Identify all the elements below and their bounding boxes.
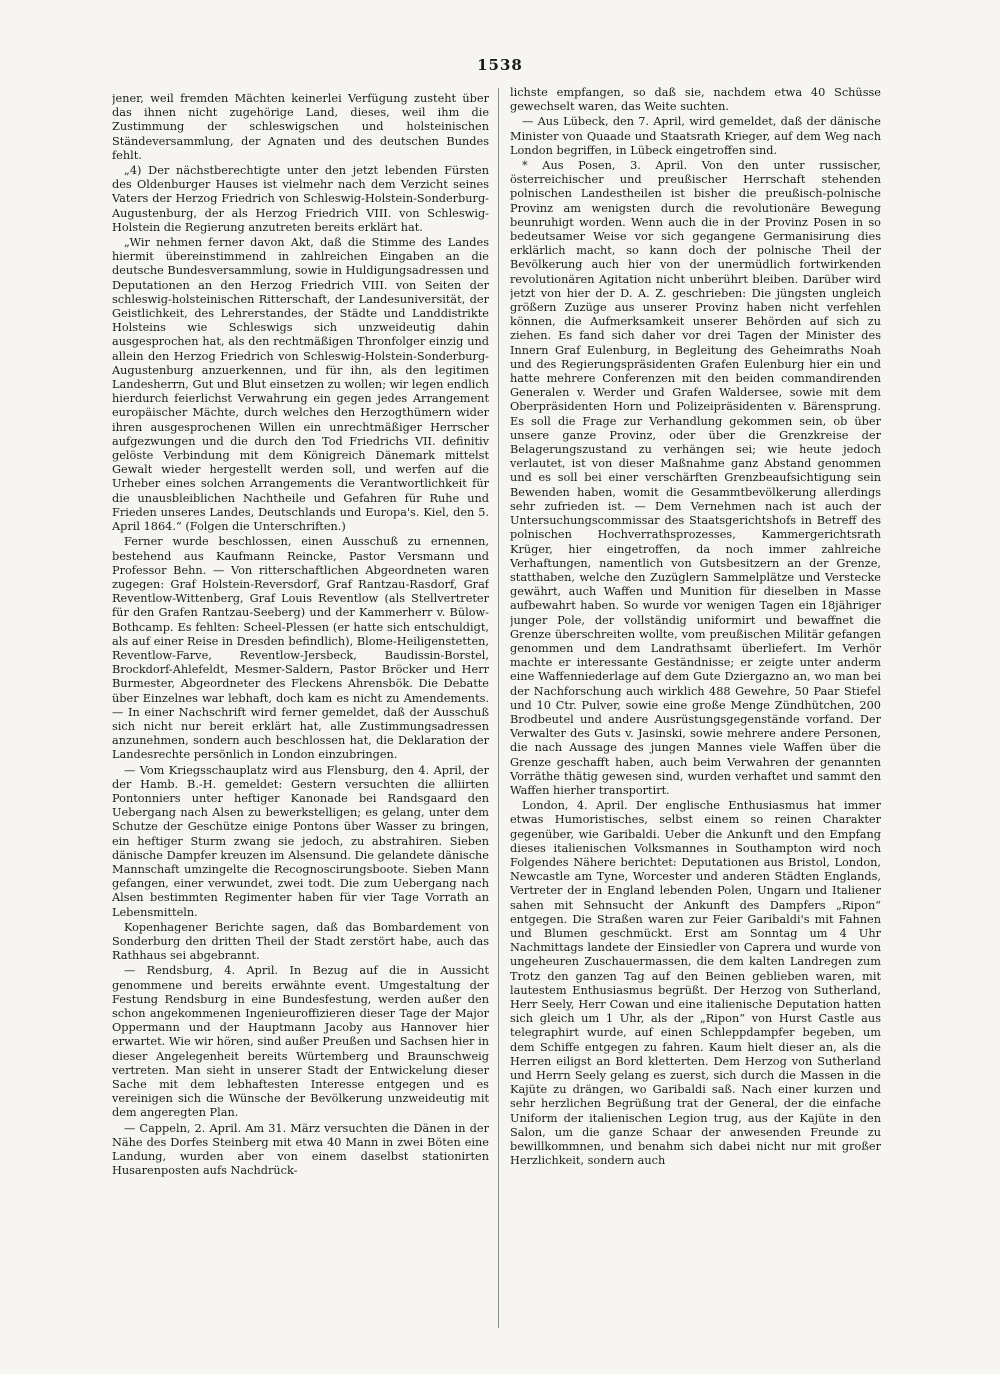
paragraph: Kopenhagener Berichte sagen, daß das Bombardement von Sonderburg den dritten Theil der Stadt zerstört habe, auch das Rathhaus sei abgebrannt.: [112, 920, 489, 963]
paragraph: — Aus Lübeck, den 7. April, wird gemeldet, daß der dänische Minister von Quaade und Staatsrath Krieger, auf dem Weg nach London begriffen, in Lübeck eingetroffen sind.: [510, 115, 881, 157]
paragraph: — Rendsburg, 4. April. In Bezug auf die in Aussicht genommene und bereits erwähnte event. Umgestaltung der Festung Rendsburg in eine Bundesfestung, werden außer den schon angekommenen Ingenieuroffizieren dieser Tage der Major Oppermann und der Hauptmann Jacoby aus Hannover hier erwartet. Wie wir hören, sind außer Preußen und Sachsen hier in dieser Angelegenheit bereits Würtemberg und Braunschweig vertreten. Man sieht in unserer Stadt der Entwickelung dieser Sache mit dem lebhaftesten Interesse entgegen und es vereinigen sich die Wünsche der Bevölkerung unzweideutig mit dem angeregten Plan.: [112, 964, 489, 1120]
paragraph: „4) Der nächstberechtigte unter den jetzt lebenden Fürsten des Oldenburger Hauses ist vielmehr nach dem Verzicht seines Vaters der Herzog Friedrich von Schleswig-Holstein-Sonderburg-Augustenburg, der als Herzog Friedrich VIII. von Schleswig-Holstein die Regierung anzutreten bereits erklärt hat.: [112, 164, 489, 234]
right-column: [510, 86, 881, 1332]
column-divider: [498, 88, 499, 1328]
paragraph: „Wir nehmen ferner davon Akt, daß die Stimme des Landes hiermit übereinstimmend in zahlreichen Eingaben an die deutsche Bundesversammlung, sowie in Huldigungsadressen und Deputationen an den Herzog Friedrich VIII. von Seiten der schleswig-holsteinischen Ritterschaft, der Landesuniversität, der Geistlichkeit, des Lehrerstandes, der Städte und Landdistrikte Holsteins wie Schleswigs sich unzweideutig dahin ausgesprochen hat, als den rechtmäßigen Thronfolger einzig und allein den Herzog Friedrich von Schleswig-Holstein-Sonderburg-Augustenburg anzuerkennen, und für ihn, als den legitimen Landesherrn, Gut und Blut einsetzen zu wollen; wir legen endlich hierdurch feierlichst Verwahrung ein gegen jedes Arrangement europäischer Mächte, durch welches den Herzogthümern wider ihren ausgesprochenen Willen ein unrechtmäßiger Herrscher aufgezwungen und die durch den Tod Friedrichs VII. definitiv gelöste Verbindung mit dem Königreich Dänemark mittelst Gewalt wieder hergestellt werden soll, und werfen auf die Urheber eines solchen Arrangements die Verantwortlichkeit für die unausbleiblichen Nachtheile und Gefahren für Ruhe und Frieden unseres Landes, Deutschlands und Europa's. Kiel, den 5. April 1864.“ (Folgen die Unterschriften.): [112, 236, 489, 534]
paragraph: jener, weil fremden Mächten keinerlei Verfügung zusteht über das ihnen nicht zugehörige Land, dieses, weil ihm die Zustimmung der schleswigschen und holsteinischen Ständeversammlung, der Agnaten und des deutschen Bundes fehlt.: [112, 92, 489, 162]
paragraph: Ferner wurde beschlossen, einen Ausschuß zu ernennen, bestehend aus Kaufmann Reincke, Pastor Versmann und Professor Behn. — Von ritterschaftlichen Abgeordneten waren zugegen: Graf Holstein-Reversdorf, Graf Rantzau-Rasdorf, Graf Reventlow-Wittenberg, Graf Louis Reventlow (als Stellvertreter für den Grafen Rantzau-Seeberg) und der Kammerherr v. Bülow-Bothcamp. Es fehlten: Scheel-Plessen (er hatte sich entschuldigt, als auf einer Reise in Dresden befindlich), Blome-Heiligenstetten, Reventlow-Farve, Reventlow-Jersbeck, Baudissin-Borstel, Brockdorf-Ahlefeldt, Mesmer-Saldern, Pastor Bröcker und Herr Burmester, Abgeordneter des Fleckens Ahrensbök. Die Debatte über Einzelnes war lebhaft, doch kam es nicht zu Amendements. — In einer Nachschrift wird ferner gemeldet, daß der Ausschuß sich nicht nur bereit erklärt hat, alle Zustimmungsadressen anzunehmen, sondern auch beschlossen hat, die Deklaration der Landesrechte persönlich in London einzubringen.: [112, 535, 489, 762]
paragraph: — Vom Kriegsschauplatz wird aus Flensburg, den 4. April, der der Hamb. B.-H. gemeldet: Gestern versuchten die alliirten Pontonniers unter heftiger Kanonade bei Randsgaard den Uebergang nach Alsen zu bewerkstelligen; es gelang, unter dem Schutze der Geschütze einige Pontons über Wasser zu bringen, ein heftiger Sturm zwang sie jedoch, zu abstrahiren. Sieben dänische Dampfer kreuzen im Alsensund. Die gelandete dänische Mannschaft umzingelte die Recognoscirungsboote. Sieben Mann gefangen, einer verwundet, zwei todt. Die zum Uebergang nach Alsen bestimmten Regimenter haben für vier Tage Vorrath an Lebensmitteln.: [112, 763, 489, 919]
paragraph: * Aus Posen, 3. April. Von den unter russischer, österreichischer und preußischer Herrschaft stehenden polnischen Landestheilen ist bisher die preußisch-polnische Provinz am wenigsten durch die revolutionäre Bewegung beunruhigt worden. Wenn auch die in der Provinz Posen in so bedeutsamer Weise vor sich gegangene Germanisirung dies erklärlich macht, so kann doch der polnische Theil der Bevölkerung auch hier von der unermüdlich fortwirkenden revolutionären Agitation nicht unberührt bleiben. Darüber wird jetzt von hier der D. A. Z. geschrieben: Die jüngsten ungleich größern Zuzüge aus unserer Provinz haben nicht verfehlen können, die Aufmerksamkeit unserer Behörden auf sich zu ziehen. Es fand sich daher vor drei Tagen der Minister des Innern Graf Eulenburg, in Begleitung des Geheimraths Noah und des Regierungspräsidenten Grafen Eulenburg hier ein und hatte mehrere Conferenzen mit den beiden commandirenden Generalen v. Werder und Grafen Waldersee, sowie mit dem Oberpräsidenten Horn und Polizeipräsidenten v. Bärensprung. Es soll die Frage zur Verhandlung gekommen sein, ob über unsere ganze Provinz, oder über die Grenzkreise der Belagerungszustand zu verhängen sei; wie heute jedoch verlautet, ist von dieser Maßnahme ganz Abstand genommen und es soll bei einer verschärften Grenzbeaufsichtigung sein Bewenden haben, womit die Gesammtbevölkerung allerdings sehr zufrieden ist. — Dem Vernehmen nach ist auch der Untersuchungscommissar des Staatsgerichtshofs in Betreff des polnischen Hochverrathsprozesses, Kammergerichtsrath Krüger, hier eingetroffen, da noch immer zahlreiche Verhaftungen, namentlich von Gutsbesitzern an der Grenze, statthaben, welche den Zuzüglern Sammelplätze und Verstecke gewährt, auch Waffen und Munition für dieselben in Masse aufbewahrt haben. So wurde vor wenigen Tagen ein 18jähriger junger Pole, der vollständig uniformirt und bewaffnet die Grenze überschreiten wollte, vom preußischen Militär gefangen genommen und dem Landrathsamt überliefert. Im Verhör machte er interessante Geständnisse; er zeigte unter anderm eine Waffenniederlage auf dem Gute Dziergazno an, wo man bei der Nachforschung auch wirklich 488 Gewehre, 50 Paar Stiefel und 10 Ctr. Pulver, sowie eine große Menge Zündhütchen, 200 Brodbeutel und andere Ausrüstungsgegenstände vorfand. Der Verwalter des Guts v. Jasinski, sowie mehrere andere Personen, die nach Aussage des jungen Mannes viele Waffen über die Grenze geschafft haben, auch beim Verwahren der genannten Vorräthe thätig gewesen sind, wurden verhaftet und sammt den Waffen hierher transportirt.: [510, 159, 881, 797]
paragraph: — Cappeln, 2. April. Am 31. März versuchten die Dänen in der Nähe des Dorfes Steinberg mit etwa 40 Mann in zwei Böten eine Landung, wurden aber von einem daselbst stationirten Husarenposten aufs Nachdrück-: [112, 1121, 489, 1178]
page-number: 1538: [477, 56, 523, 74]
paragraph: London, 4. April. Der englische Enthusiasmus hat immer etwas Humoristisches, selbst einem so reinen Charakter gegenüber, wie Garibaldi. Ueber die Ankunft und den Empfang dieses italienischen Volksmannes in Southampton wird noch Folgendes Nähere berichtet: Deputationen aus Bristol, London, Newcastle am Tyne, Worcester und anderen Städten Englands, Vertreter der in England lebenden Polen, Ungarn und Italiener sahen mit Sehnsucht der Ankunft des Dampfers „Ripon“ entgegen. Die Straßen waren zur Feier Garibaldi's mit Fahnen und Blumen geschmückt. Erst am Sonntag um 4 Uhr Nachmittags landete der Einsiedler von Caprera und wurde von ungeheuren Zuschauermassen, die dem kalten Landregen zum Trotz den ganzen Tag auf den Beinen geblieben waren, mit lautestem Enthusiasmus begrüßt. Der Herzog von Sutherland, Herr Seely, Herr Cowan und eine italienische Deputation hatten sich gleich um 1 Uhr, als der „Ripon“ von Hurst Castle aus telegraphirt wurde, auf einen Schleppdampfer begeben, um dem Schiffe entgegen zu fahren. Kaum hielt dieser an, als die Herren eiligst an Bord kletterten. Dem Herzog von Sutherland und Herrn Seely gelang es zuerst, sich durch die Massen in die Kajüte zu drängen, wo Garibaldi saß. Nach einer kurzen und sehr herzlichen Begrüßung trat der General, der die einfache Uniform der italienischen Legion trug, aus der Kajüte in den Salon, um die ganze Schaar der anwesenden Freunde zu bewillkommnen, und benahm sich dabei nicht nur mit großer Herzlichkeit, sondern auch: [510, 799, 881, 1168]
paragraph: lichste empfangen, so daß sie, nachdem etwa 40 Schüsse gewechselt waren, das Weite suchten.: [510, 86, 881, 114]
left-column: [112, 92, 489, 1330]
